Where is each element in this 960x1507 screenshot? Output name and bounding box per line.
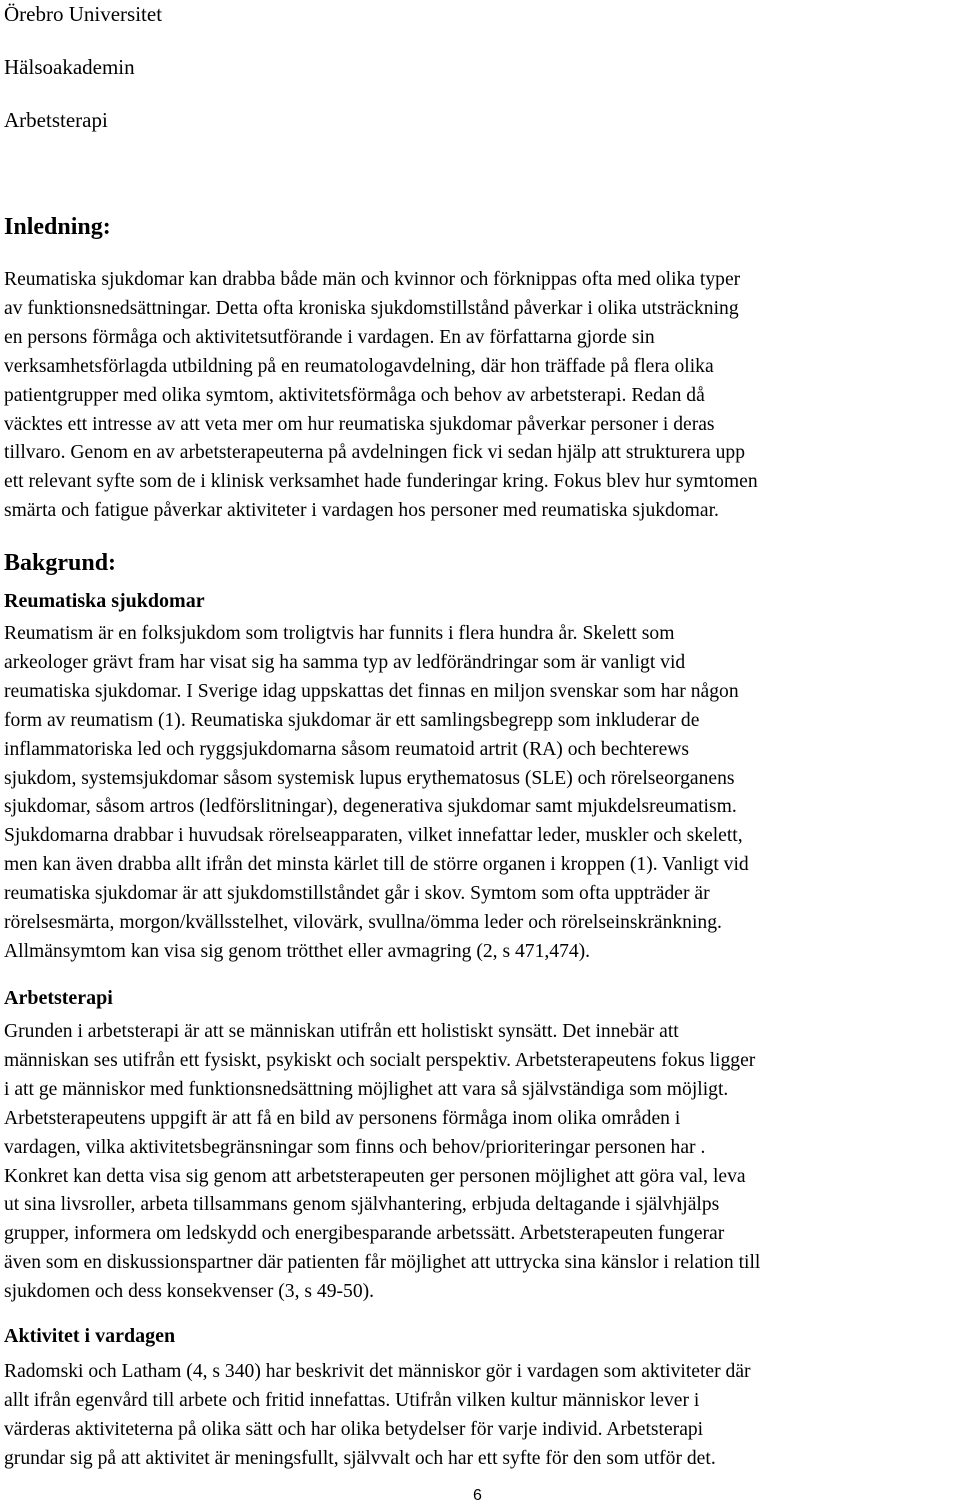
text-line: sjukdom, systemsjukdomar såsom systemisk lupus erythematosus (SLE) och rörelseorganens: [4, 767, 735, 789]
text-line: ett relevant syfte som de i klinisk verksamhet hade funderingar kring. Fokus blev hur symtomen: [4, 471, 758, 493]
text-line: Reumatiska sjukdomar kan drabba både män och kvinnor och förknippas ofta med olika typer: [4, 269, 741, 290]
intro-heading: Inledning:: [4, 214, 111, 240]
text-line: grundar sig på att aktivitet är meningsfullt, självvalt och har ett syfte för den som utför det.: [4, 1447, 716, 1469]
aktivitet-subheading: Aktivitet i vardagen: [4, 1325, 176, 1347]
text-line: Allmänsymtom kan visa sig genom trötthet eller avmagring (2, s 471,474).: [4, 940, 591, 962]
text-line: väcktes ett intresse av att veta mer om hur reumatiska sjukdomar påverkar personer i deras: [4, 413, 715, 435]
text-line: vardagen, vilka aktivitetsbegränsningar som finns och behov/prioriteringar personen har .: [4, 1136, 706, 1158]
text-line: i att ge människor med funktionsnedsättning möjlighet att vara så självständiga som möjligt.: [4, 1078, 729, 1100]
text-line: Grunden i arbetsterapi är att se människan utifrån ett holistiskt synsätt. Det innebär att: [4, 1021, 679, 1042]
text-line: Radomski och Latham (4, s 340) har beskrivit det människor gör i vardagen som aktiviteter där: [4, 1361, 751, 1382]
text-line: reumatiska sjukdomar är att sjukdomstillståndet går i skov. Symtom som ofta uppträder är: [4, 883, 710, 905]
text-line: värderas aktiviteterna på olika sätt och har olika betydelser för varje individ. Arbetsterapi: [4, 1418, 704, 1440]
text-line: sjukdomar, såsom artros (ledförslitningar), degenerativa sjukdomar samt mjukdelsreumatism.: [4, 796, 737, 818]
text-line: Reumatism är en folksjukdom som troligtvis har funnits i flera hundra år. Skelett som: [4, 623, 675, 644]
arbetsterapi-subheading: Arbetsterapi: [4, 987, 113, 1009]
text-line: allt ifrån egenvård till arbete och fritid innefattas. Utifrån vilken kultur människor lever i: [4, 1389, 700, 1411]
text-line: verksamhetsförlagda utbildning på en reumatologavdelning, där hon träffade på flera olika: [4, 355, 714, 377]
text-line: patientgrupper med olika symtom, aktivitetsförmåga och behov av arbetsterapi. Redan då: [4, 384, 705, 406]
page-number: 6: [473, 1487, 482, 1504]
university-name: Örebro Universitet: [4, 2, 163, 26]
text-line: Sjukdomarna drabbar i huvudsak rörelseapparaten, vilket innefattar leder, muskler och skelett,: [4, 825, 743, 847]
background-heading: Bakgrund:: [4, 550, 117, 576]
subject-name: Arbetsterapi: [4, 108, 108, 132]
aktivitet-paragraph: [4, 1358, 960, 1474]
text-line: Konkret kan detta visa sig genom att arbetsterapeuten ger personen möjlighet att göra val, leva: [4, 1165, 746, 1187]
text-line: rörelsesmärta, morgon/kvällsstelhet, vilovärk, svullna/ömma leder och rörelseinskränkning.: [4, 912, 722, 934]
text-line: ut sina livsroller, arbeta tillsammans genom självhantering, erbjuda deltagande i självhjälps: [4, 1194, 720, 1216]
text-line: människan ses utifrån ett fysiskt, psykiskt och socialt perspektiv. Arbetsterapeutens fokus ligger: [4, 1049, 756, 1071]
arbetsterapi-paragraph: [4, 1018, 960, 1307]
text-line: Arbetsterapeutens uppgift är att få en bild av personens förmåga inom olika områden i: [4, 1107, 681, 1129]
academy-name: Hälsoakademin: [4, 55, 135, 79]
text-line: tillvaro. Genom en av arbetsterapeuterna på avdelningen fick vi sedan hjälp att strukturera upp: [4, 442, 746, 464]
text-line: sjukdomen och dess konsekvenser (3, s 49-50).: [4, 1281, 375, 1303]
reuma-paragraph: [4, 620, 960, 967]
text-line: en persons förmåga och aktivitetsutförande i vardagen. En av författarna gjorde sin: [4, 326, 655, 348]
text-line: smärta och fatigue påverkar aktiviteter i vardagen hos personer med reumatiska sjukdomar.: [4, 500, 719, 522]
text-line: men kan även drabba allt ifrån det minsta kärlet till de större organen i kroppen (1). Vanligt vid: [4, 854, 749, 876]
text-line: även som en diskussionspartner där patienten får möjlighet att uttrycka sina känslor i relation till: [4, 1252, 761, 1274]
text-line: grupper, informera om ledskydd och energibesparande arbetssätt. Arbetsterapeuten fungerar: [4, 1223, 725, 1245]
text-line: arkeologer grävt fram har visat sig ha samma typ av ledförändringar som är vanligt vid: [4, 651, 686, 673]
text-line: reumatiska sjukdomar. I Sverige idag uppskattas det finnas en miljon svenskar som har någon: [4, 680, 739, 702]
text-line: inflammatoriska led och ryggsjukdomarna såsom reumatoid artrit (RA) och bechterews: [4, 738, 690, 760]
intro-paragraph: [4, 266, 960, 526]
text-line: form av reumatism (1). Reumatiska sjukdomar är ett samlingsbegrepp som inkluderar de: [4, 709, 700, 731]
text-line: av funktionsnedsättningar. Detta ofta kroniska sjukdomstillstånd påverkar i olika utsträckning: [4, 297, 739, 319]
reuma-subheading: Reumatiska sjukdomar: [4, 590, 205, 612]
